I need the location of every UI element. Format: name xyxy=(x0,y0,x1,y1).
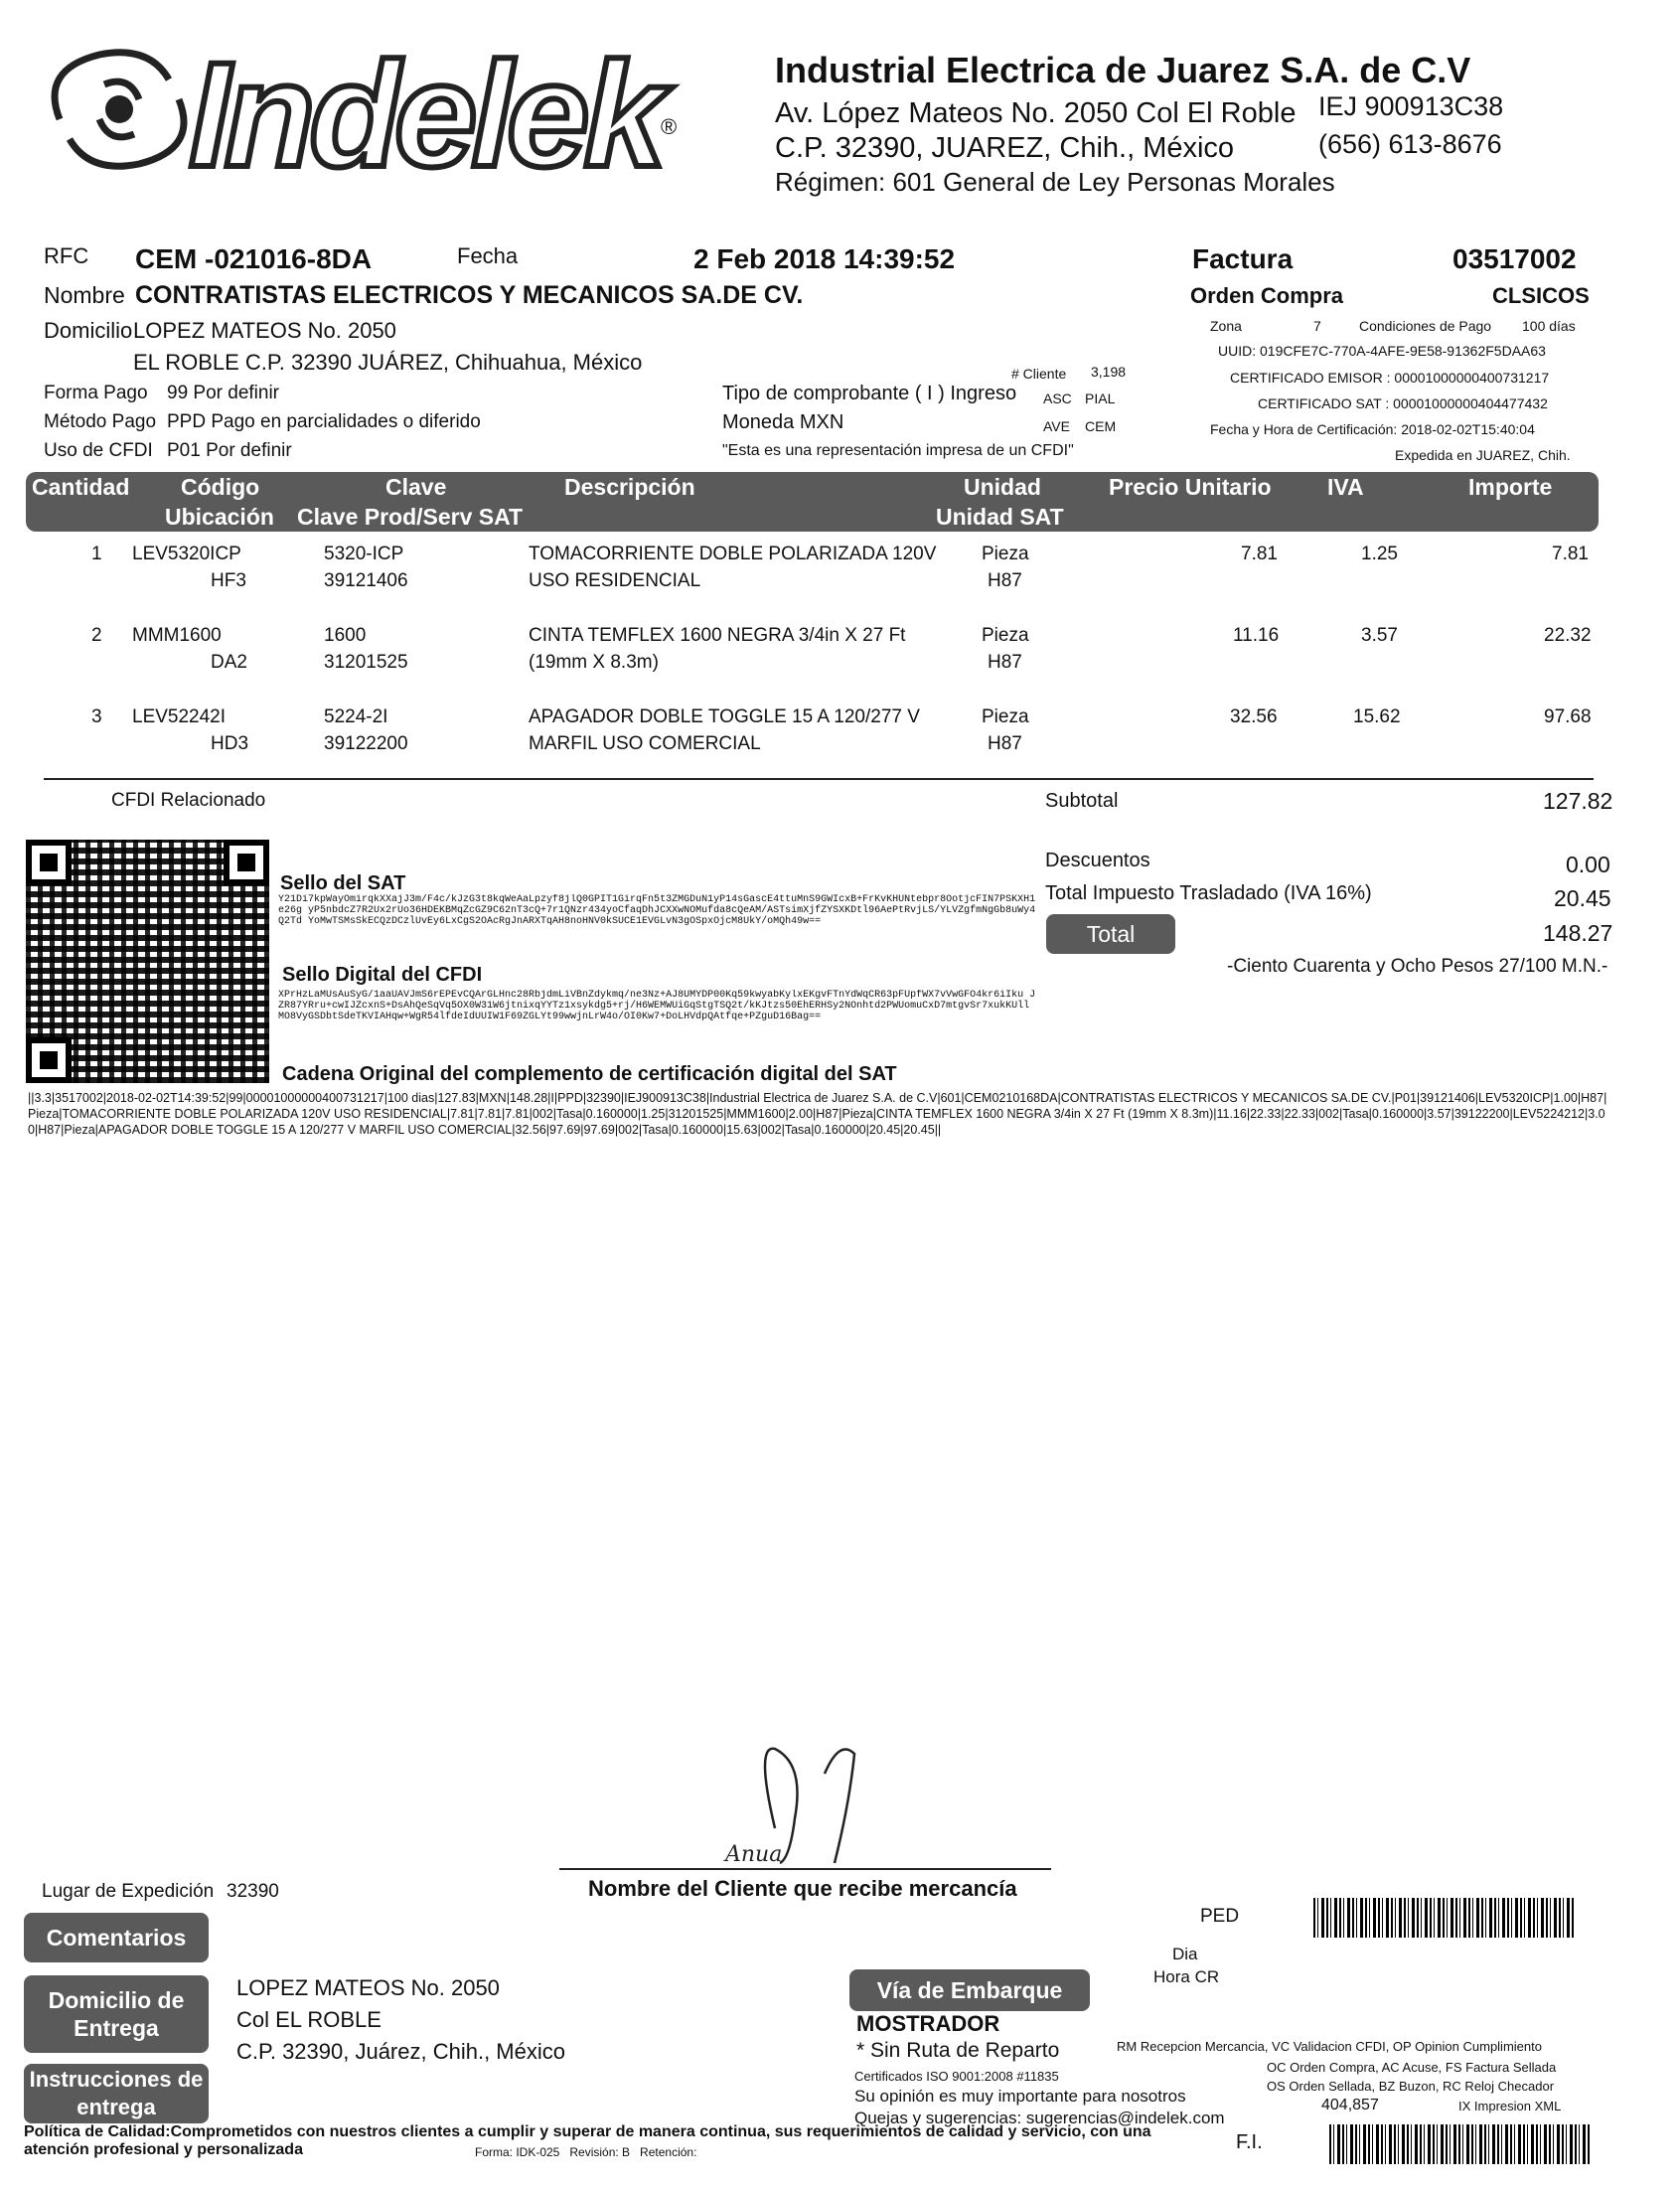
dia-label: Dia xyxy=(1172,1945,1198,1963)
condiciones-label: Condiciones de Pago xyxy=(1359,318,1492,334)
leyenda-1: RM Recepcion Mercancia, VC Validacion CFDI, OP Opinion Cumplimiento xyxy=(1117,2039,1542,2054)
impuesto-value: 20.45 xyxy=(1554,885,1611,911)
moneda: Moneda MXN xyxy=(722,411,844,433)
item-iva: 1.25 xyxy=(1361,544,1398,564)
item-iva: 3.57 xyxy=(1361,625,1398,646)
company-address-2: C.P. 32390, JUAREZ, Chih., México xyxy=(775,132,1235,164)
client-address-2: EL ROBLE C.P. 32390 JUÁREZ, Chihuahua, México xyxy=(133,350,643,375)
hora-label: Hora CR xyxy=(1153,1967,1220,1986)
registered-icon: ® xyxy=(661,114,678,139)
zona-value: 7 xyxy=(1313,318,1321,334)
item-clave: 5320-ICP xyxy=(324,544,404,564)
via-embarque: MOSTRADOR xyxy=(856,2011,1000,2036)
via-embarque-label: Vía de Embarque xyxy=(849,1969,1090,2011)
item-unidad: Pieza xyxy=(982,706,1029,727)
cliente-num-label: # Cliente xyxy=(1011,366,1067,382)
orden-compra-label: Orden Compra xyxy=(1190,283,1344,308)
descuentos-value: 0.00 xyxy=(1566,852,1610,877)
certificado-sat: CERTIFICADO SAT : 00001000000404477432 xyxy=(1258,395,1548,411)
item-ubicacion: HD3 xyxy=(211,733,249,754)
rfc-label: RFC xyxy=(44,243,89,268)
item-clave: 5224-2I xyxy=(324,706,388,727)
col-ubicacion: Ubicación xyxy=(165,504,274,530)
opinion-text: Su opinión es muy importante para nosotros xyxy=(854,2087,1186,2106)
table-row xyxy=(0,706,1680,766)
asc-label: ASC xyxy=(1043,391,1072,406)
leyenda-3: OS Orden Sellada, BZ Buzon, RC Reloj Checador xyxy=(1267,2079,1555,2094)
sello-sat-label: Sello del SAT xyxy=(280,872,406,894)
sello-sat: Y21Di7kpWayOmirqkXXajJ3m/F4c/kJzG3t8kqWeAaLpzyf8jlQ0GPIT1GirqFn5t3ZMGDuN1yP14sGascE4ttuMnS9GWIcxB+FrKvKHUNtebpr8OotjcFIN7PSKXH1e26g yP5nbdcZ7R2Ux2rUo36HDEKBMqZcGZ9C62nT3cQ+7r1QNzr434yoCfaqDhJCXXwNOMufda8cQeAM/ASTsimXjfZYSXKDtl96AePtRvjLS/YLVZgfmNgGb8uWy4Q2Td YoMwTSMsSkECQzDCzlUvEy6LxCgS2OAcRgJnARXTqAH8noHNV0kSUCE1EVGLvN3gOSpxOjcM8UkY/oMQh49w== xyxy=(278,894,1036,927)
table-row xyxy=(0,625,1680,685)
uuid: UUID: 019CFE7C-770A-4AFE-9E58-91362F5DAA63 xyxy=(1218,343,1546,359)
barcode-bottom xyxy=(1329,2124,1590,2164)
lugar-expedicion: 32390 xyxy=(227,1881,279,1902)
col-codigo: Código xyxy=(181,474,260,500)
item-importe: 7.81 xyxy=(1552,544,1589,564)
col-descripcion: Descripción xyxy=(564,474,695,500)
ave-value: CEM xyxy=(1085,418,1117,434)
company-regime: Régimen: 601 General de Ley Personas Morales xyxy=(775,167,1335,197)
cadena-original: ||3.3|3517002|2018-02-02T14:39:52|99|00001000000400731217|100 dias|127.83|MXN|148.28|I|PPD|32390|IEJ900913C38|Industrial Electrica de Juarez S.A. de C.V|601|CEM0210168DA|CONTRATISTAS ELECTRICOS Y MECANICOS SA.DE CV.|P01|39121406|LEV5320ICP|1.00|H87|Pieza|TOMACORRIENTE DOBLE POLARIZADA 120V USO RESIDENCIAL|7.81|7.81|7.81|002|Tasa|0.160000|1.25|31201525|MMM1600|2.00|H87|Pieza|CINTA TEMFLEX 1600 NEGRA 3/4in X 27 Ft (19mm X 8.3m)|11.16|22.33|22.33|002|Tasa|0.160000|3.57|39122200|LEV5224212|3.00|H87|Pieza|APAGADOR DOBLE TOGGLE 15 A 120/277 V MARFIL USO COMERCIAL|32.56|97.69|97.69|002|Tasa|0.160000|15.63|002|Tasa|0.160000|20.45|20.45|| xyxy=(28,1091,1607,1137)
item-iva: 15.62 xyxy=(1353,706,1401,727)
entrega-linea-3: C.P. 32390, Juárez, Chih., México xyxy=(236,2039,565,2064)
uso-cfdi-label: Uso de CFDI xyxy=(44,440,153,461)
leyenda-2: OC Orden Compra, AC Acuse, FS Factura Sellada xyxy=(1267,2060,1557,2075)
col-iva: IVA xyxy=(1327,474,1364,500)
entrega-linea-2: Col EL ROBLE xyxy=(236,2007,382,2032)
item-unidad-sat: H87 xyxy=(988,570,1022,591)
signature-line xyxy=(559,1868,1051,1870)
entrega-linea-1: LOPEZ MATEOS No. 2050 xyxy=(236,1975,500,2000)
total-value: 148.27 xyxy=(1543,920,1613,946)
folio: 404,857 xyxy=(1321,2097,1379,2113)
asc-value: PIAL xyxy=(1085,391,1116,406)
item-importe: 97.68 xyxy=(1544,706,1592,727)
item-desc-1: APAGADOR DOBLE TOGGLE 15 A 120/277 V xyxy=(529,706,920,727)
col-precio: Precio Unitario xyxy=(1109,474,1272,500)
item-ubicacion: HF3 xyxy=(211,570,246,591)
item-precio: 7.81 xyxy=(1241,544,1278,564)
invoice-date: 2 Feb 2018 14:39:52 xyxy=(693,243,956,274)
table-row xyxy=(0,544,1680,603)
firma-cliente-label: Nombre del Cliente que recibe mercancía xyxy=(588,1876,1017,1901)
qr-code xyxy=(26,840,269,1083)
domicilio-entrega-label: Domicilio de Entrega xyxy=(24,1975,209,2053)
ped-label: PED xyxy=(1200,1906,1240,1927)
fecha-certificacion: Fecha y Hora de Certificación: 2018-02-02T15:40:04 xyxy=(1210,421,1535,437)
company-name: Industrial Electrica de Juarez S.A. de C.V xyxy=(775,50,1471,90)
condiciones-value: 100 días xyxy=(1522,318,1576,334)
item-unidad-sat: H87 xyxy=(988,652,1022,673)
item-precio: 32.56 xyxy=(1230,706,1278,727)
forma-pago-label: Forma Pago xyxy=(44,383,148,403)
subtotal-value: 127.82 xyxy=(1543,788,1613,814)
client-name: CONTRATISTAS ELECTRICOS Y MECANICOS SA.DE CV. xyxy=(135,281,804,309)
forma-pago-value: 99 Por definir xyxy=(167,383,280,403)
item-codigo: MMM1600 xyxy=(132,625,222,646)
item-desc-2: (19mm X 8.3m) xyxy=(529,652,659,673)
expedida-en: Expedida en JUAREZ, Chih. xyxy=(1395,447,1571,463)
cadena-label: Cadena Original del complemento de certificación digital del SAT xyxy=(282,1063,897,1085)
item-clave-sat: 31201525 xyxy=(324,652,408,673)
col-clave-prod: Clave Prod/Serv SAT xyxy=(297,504,524,530)
col-unidad: Unidad xyxy=(964,474,1041,500)
item-desc-1: CINTA TEMFLEX 1600 NEGRA 3/4in X 27 Ft xyxy=(529,625,906,646)
items-table-header xyxy=(26,472,1599,532)
col-clave: Clave xyxy=(385,474,447,500)
certificado-emisor: CERTIFICADO EMISOR : 00001000000400731217 xyxy=(1230,370,1550,386)
company-rfc: IEJ 900913C38 xyxy=(1318,91,1504,121)
factura-label: Factura xyxy=(1192,243,1294,274)
domicilio-label: Domicilio xyxy=(44,318,133,343)
comentarios-label: Comentarios xyxy=(24,1913,209,1962)
politica-calidad: Política de Calidad:Comprometidos con nuestros clientes a cumplir y superar de manera continua, sus requerimientos de calidad y servicio, con una atención profesional y personalizada xyxy=(24,2123,1151,2158)
factura-number: 03517002 xyxy=(1452,243,1577,274)
signature-scribble: Anua xyxy=(725,1842,783,1867)
col-importe: Importe xyxy=(1468,474,1553,500)
fecha-label: Fecha xyxy=(457,243,519,268)
col-cantidad: Cantidad xyxy=(32,474,130,500)
total-label: Total xyxy=(1046,914,1175,954)
ruta-reparto: * Sin Ruta de Reparto xyxy=(856,2039,1060,2062)
item-unidad: Pieza xyxy=(982,625,1029,646)
item-desc-1: TOMACORRIENTE DOBLE POLARIZADA 120V xyxy=(529,544,937,564)
certificados-iso: Certificados ISO 9001:2008 #11835 xyxy=(854,2069,1059,2084)
cliente-num: 3,198 xyxy=(1091,364,1127,380)
lugar-expedicion-label: Lugar de Expedición xyxy=(42,1881,215,1902)
client-address-1: LOPEZ MATEOS No. 2050 xyxy=(133,318,396,343)
uso-cfdi-value: P01 Por definir xyxy=(167,440,292,461)
item-clave: 1600 xyxy=(324,625,367,646)
nombre-label: Nombre xyxy=(44,282,125,308)
orden-compra-value: CLSICOS xyxy=(1492,283,1590,308)
metodo-pago-value: PPD Pago en parcialidades o diferido xyxy=(167,411,481,432)
company-logo xyxy=(20,20,695,209)
cfdi-disclaimer: "Esta es una representación impresa de un CFDI" xyxy=(722,442,1074,459)
zona-label: Zona xyxy=(1210,318,1242,334)
item-clave-sat: 39122200 xyxy=(324,733,408,754)
sello-cfdi-label: Sello Digital del CFDI xyxy=(282,964,483,986)
descuentos-label: Descuentos xyxy=(1045,850,1150,871)
col-unidad-sat: Unidad SAT xyxy=(936,504,1064,530)
company-phone: (656) 613-8676 xyxy=(1318,129,1502,159)
instrucciones-label: Instrucciones de entrega xyxy=(24,2064,209,2123)
table-divider xyxy=(44,778,1594,780)
quejas-text: Quejas y sugerencias: sugerencias@indelek.com xyxy=(854,2109,1225,2127)
item-desc-2: MARFIL USO COMERCIAL xyxy=(529,733,761,754)
company-address-1: Av. López Mateos No. 2050 Col El Roble xyxy=(775,97,1297,129)
item-unidad: Pieza xyxy=(982,544,1029,564)
item-codigo: LEV52242I xyxy=(132,706,227,727)
total-en-letra: -Ciento Cuarenta y Ocho Pesos 27/100 M.N.- xyxy=(1227,956,1608,977)
barcode-top xyxy=(1313,1898,1574,1938)
item-cantidad: 1 xyxy=(91,544,102,564)
item-codigo: LEV5320ICP xyxy=(132,544,241,564)
item-importe: 22.32 xyxy=(1544,625,1592,646)
item-desc-2: USO RESIDENCIAL xyxy=(529,570,701,591)
forma-revision: Forma: IDK-025 Revisión: B Retención: xyxy=(475,2145,697,2159)
fi-label: F.I. xyxy=(1236,2131,1263,2153)
item-cantidad: 3 xyxy=(91,706,102,727)
item-precio: 11.16 xyxy=(1233,625,1280,646)
cfdi-relacionado: CFDI Relacionado xyxy=(111,790,266,811)
item-unidad-sat: H87 xyxy=(988,733,1022,754)
tipo-comprobante: Tipo de comprobante ( I ) Ingreso xyxy=(722,383,1017,404)
subtotal-label: Subtotal xyxy=(1045,790,1119,812)
ave-label: AVE xyxy=(1043,418,1070,434)
client-rfc: CEM -021016-8DA xyxy=(135,243,373,274)
item-cantidad: 2 xyxy=(91,625,102,646)
impuesto-label: Total Impuesto Trasladado (IVA 16%) xyxy=(1045,882,1372,904)
sello-cfdi: XPrHzLaMUsAuSyG/1aaUAVJmS6rEPEvCQArGLHnc28RbjdmLiVBnZdykmq/ne3Nz+AJ8UMYDP00Kq59kwyabKylxEKgvFTnYdWqCR63pFUpfWX7vVwGFO4kr6iIku JZR87YRru+cwIJZcxnS+DsAhQeSqVq5OX0W31W6jtnixqYYTz1xsykdg5+rj/H6WEMWUiGqStgTSQ2t/kKJtzs50EhERHSy2NOnhtd2PWUomuCxD7mtgvSr7xukKUll MO8VyGSDbtSdeTKVIAHqw+WgR54lfdeIdUUIW1F69ZGLYt99wwjnLrW4o/OI0Kw7+DoLHVdpQAtfqe+PZguD16Bag== xyxy=(278,990,1036,1022)
metodo-pago-label: Método Pago xyxy=(44,411,157,432)
item-clave-sat: 39121406 xyxy=(324,570,408,591)
logo-wordmark: Indelek xyxy=(189,31,661,198)
impresion-xml: IX Impresion XML xyxy=(1458,2099,1562,2113)
signature-icon xyxy=(666,1724,964,1873)
item-ubicacion: DA2 xyxy=(211,652,247,673)
